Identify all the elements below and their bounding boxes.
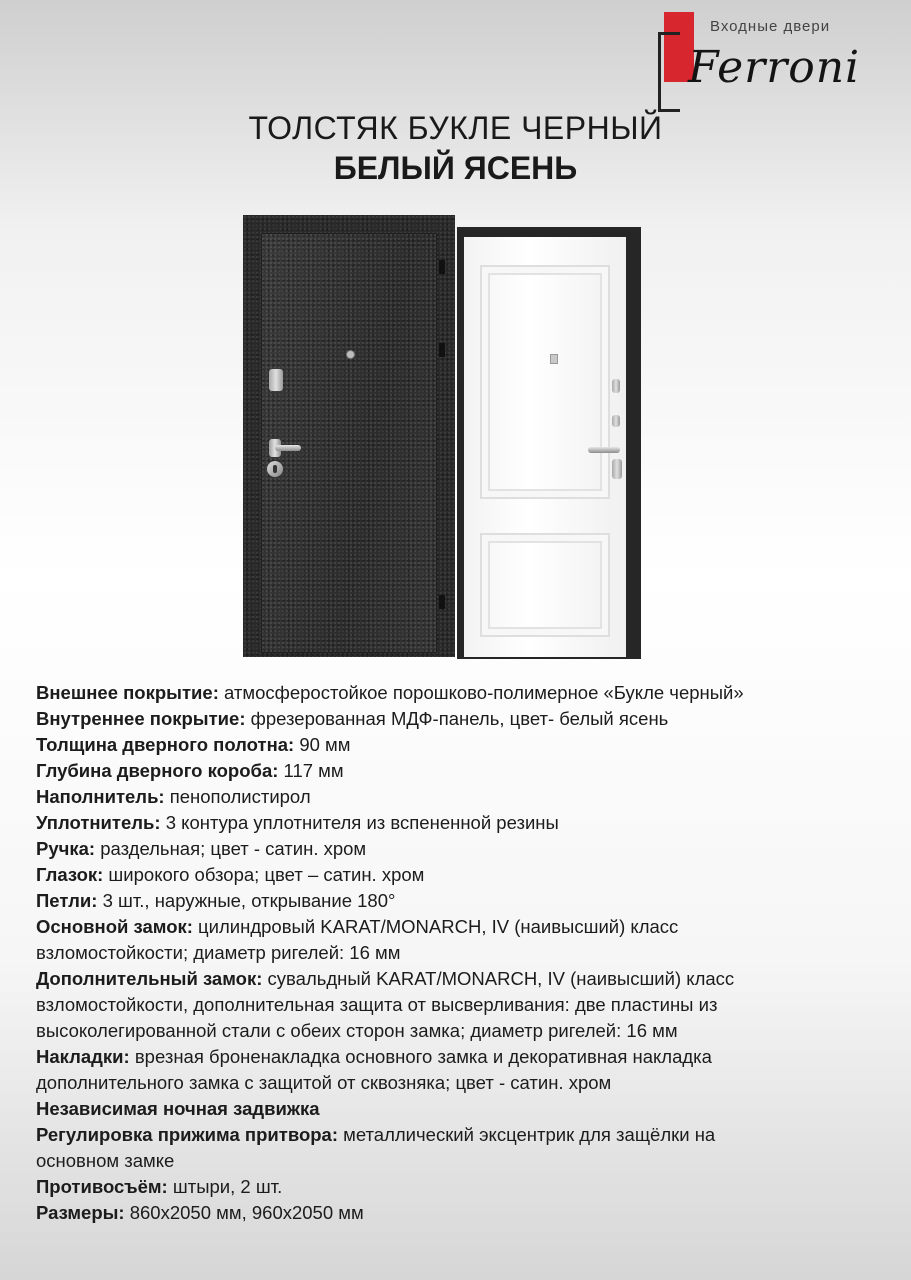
- night-latch-icon: [612, 379, 620, 393]
- spec-value: штыри, 2 шт.: [167, 1176, 283, 1197]
- product-subtitle: БЕЛЫЙ ЯСЕНЬ: [333, 150, 578, 186]
- logo-name: Ferroni: [688, 42, 861, 93]
- spec-line: [36, 836, 896, 862]
- spec-value: фрезерованная МДФ-панель, цвет- белый ясень: [245, 708, 669, 729]
- spec-label: Уплотнитель:: [36, 812, 161, 833]
- spec-label: Ручка:: [36, 838, 96, 859]
- spec-value-continued: взломостойкости; диаметр ригелей: 16 мм: [36, 942, 401, 963]
- spec-label: Наполнитель:: [36, 786, 165, 807]
- peephole-icon: [346, 350, 355, 359]
- spec-value: 860х2050 мм, 960х2050 мм: [124, 1202, 364, 1223]
- spec-value: цилиндровый KARAT/MONARCH, IV (наивысший) класс: [192, 916, 679, 937]
- spec-line: [36, 862, 896, 888]
- door-handle-icon: [588, 447, 620, 453]
- spec-line: [36, 758, 896, 784]
- door-panel-lower: [480, 533, 610, 637]
- hinge-icon: [439, 260, 445, 274]
- spec-value: раздельная; цвет - сатин. хром: [95, 838, 367, 859]
- spec-label: Размеры:: [36, 1202, 125, 1223]
- interior-door-image: [457, 227, 641, 659]
- spec-value: 117 мм: [278, 760, 344, 781]
- brand-logo: [658, 12, 888, 108]
- spec-value-continued: высоколегированной стали с обеих сторон замка; диаметр ригелей: 16 мм: [36, 1020, 678, 1041]
- spec-line: [36, 784, 896, 810]
- spec-label: Внешнее покрытие:: [36, 682, 219, 703]
- spec-value: сувальдный KARAT/MONARCH, IV (наивысший) класс: [262, 968, 735, 989]
- lock-plate-icon: [269, 369, 283, 391]
- spec-value: 3 контура уплотнителя из вспененной резины: [160, 812, 559, 833]
- lock-plate-icon: [612, 415, 620, 427]
- exterior-door-image: [243, 215, 455, 657]
- spec-line: [36, 1200, 896, 1226]
- spec-line: [36, 1174, 896, 1200]
- spec-line: [36, 1044, 896, 1070]
- spec-value-continued: основном замке: [36, 1150, 175, 1171]
- spec-value: атмосферостойкое порошково-полимерное «Букле черный»: [218, 682, 744, 703]
- spec-label: Внутреннее покрытие:: [36, 708, 246, 729]
- spec-label: Основной замок:: [36, 916, 193, 937]
- spec-line: [36, 888, 896, 914]
- spec-label: Петли:: [36, 890, 98, 911]
- hinge-icon: [439, 595, 445, 609]
- product-title: ТОЛСТЯК БУКЛЕ ЧЕРНЫЙ: [248, 110, 663, 146]
- spec-label: Регулировка прижима притвора:: [36, 1124, 338, 1145]
- lock-cylinder-icon: [267, 461, 283, 477]
- spec-value: 90 мм: [294, 734, 351, 755]
- hinge-icon: [439, 343, 445, 357]
- spec-line: [36, 966, 896, 992]
- spec-label: Противосъём:: [36, 1176, 168, 1197]
- spec-value: 3 шт., наружные, открывание 180°: [97, 890, 396, 911]
- spec-label: Глубина дверного короба:: [36, 760, 279, 781]
- spec-value: пенополистирол: [164, 786, 311, 807]
- spec-line: [36, 914, 896, 940]
- door-panel-upper: [480, 265, 610, 499]
- spec-label: Независимая ночная задвижка: [36, 1098, 320, 1119]
- peephole-icon: [550, 354, 558, 364]
- spec-label: Дополнительный замок:: [36, 968, 263, 989]
- spec-value-continued: дополнительного замка с защитой от сквозняка; цвет - сатин. хром: [36, 1072, 612, 1093]
- exterior-door-leaf: [261, 233, 437, 653]
- spec-line: [36, 680, 896, 706]
- spec-line: [36, 732, 896, 758]
- logo-subtitle: Входные двери: [710, 18, 831, 35]
- spec-line: [36, 706, 896, 732]
- spec-label: Толщина дверного полотна:: [36, 734, 295, 755]
- spec-value-continued: взломостойкости, дополнительная защита от высверливания: две пластины из: [36, 994, 718, 1015]
- spec-value: врезная броненакладка основного замка и декоративная накладка: [129, 1046, 712, 1067]
- spec-label: Накладки:: [36, 1046, 130, 1067]
- interior-door-leaf: [464, 237, 626, 657]
- spec-value: широкого обзора; цвет – сатин. хром: [103, 864, 425, 885]
- spec-list: [36, 680, 896, 1226]
- thumbturn-icon: [612, 459, 622, 479]
- spec-line: [36, 810, 896, 836]
- spec-line: [36, 1122, 896, 1148]
- logo-bracket: [658, 32, 680, 112]
- spec-value: металлический эксцентрик для защёлки на: [338, 1124, 716, 1145]
- spec-label: Глазок:: [36, 864, 104, 885]
- door-handle-icon: [275, 445, 301, 451]
- spec-line: [36, 1096, 896, 1122]
